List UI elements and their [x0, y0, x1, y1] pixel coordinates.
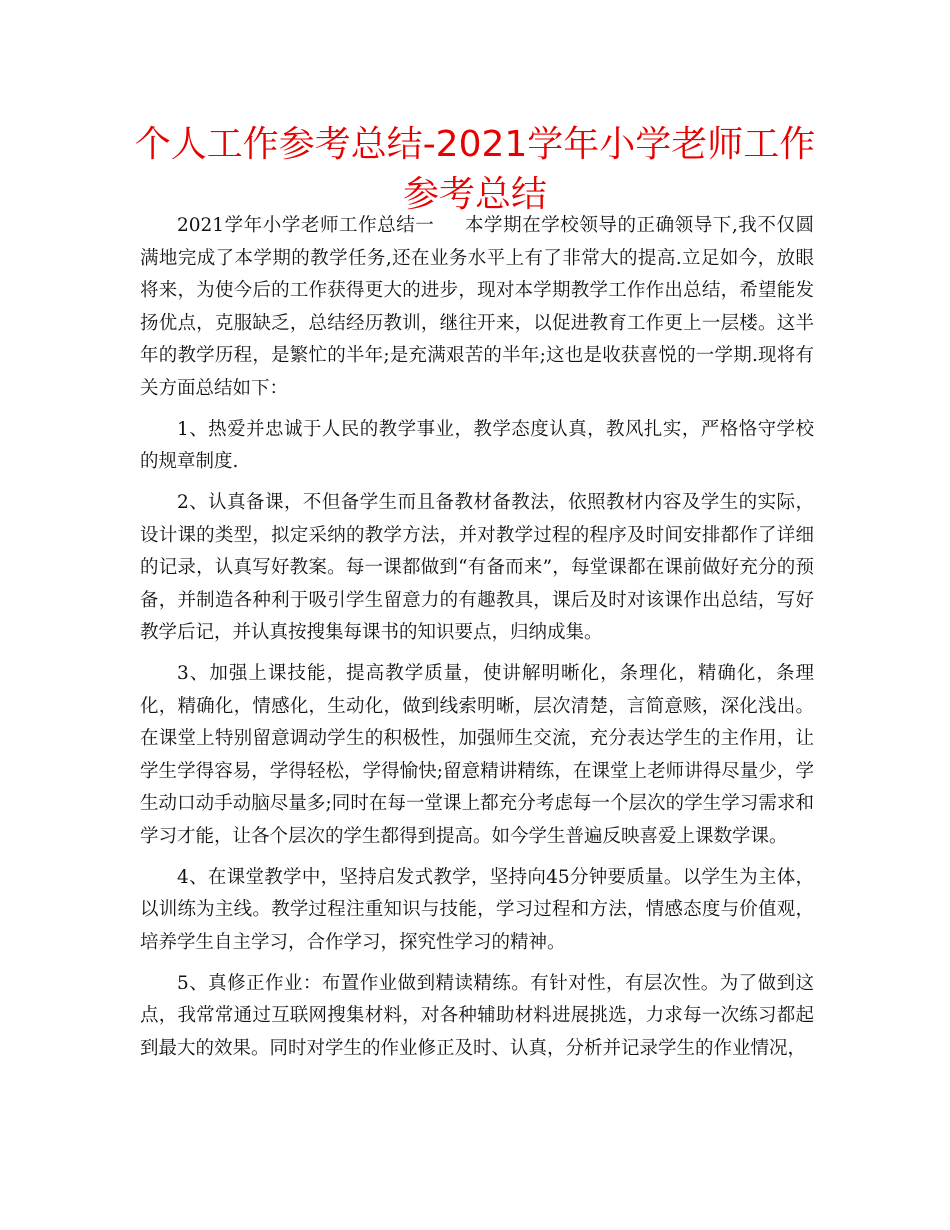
document-body	[140, 210, 814, 1074]
paragraph-5: 5、真修正作业：布置作业做到精读精练。有针对性，有层次性。为了做到这点，我常常通过互联网搜集材料，对各种辅助材料进展挑选，力求每一次练习都起到最大的效果。同时对学生的作业修正及时、认真，分析并记录学生的作业情况，	[140, 972, 814, 1059]
document-title: 个人工作参考总结-2021学年小学老师工作参考总结	[134, 124, 816, 215]
intro-heading: 2021学年小学老师工作总结一	[177, 215, 435, 236]
paragraph-1: 1、热爱并忠诚于人民的教学事业，教学态度认真，教风扎实，严格恪守学校的规章制度.	[140, 418, 814, 472]
paragraph-4: 4、在课堂教学中，坚持启发式教学，坚持向45分钟要质量。以学生为主体，以训练为主线。教学过程注重知识与技能，学习过程和方法，情感态度与价值观，培养学生自主学习，合作学习，探究性学习的精神。	[140, 866, 814, 953]
intro-paragraph	[140, 210, 814, 405]
paragraph-3: 3、加强上课技能，提高教学质量，使讲解明晰化，条理化，精确化，条理化，精确化，情感化，生动化，做到线索明晰，层次清楚，言简意赅，深化浅出。在课堂上特别留意调动学生的积极性，加强师生交流，充分表达学生的主作用，让学生学得容易，学得轻松，学得愉快;留意精讲精练，在课堂上老师讲得尽量少，学生动口动手动脑尽量多;同时在每一堂课上都充分考虑每一个层次的学生学习需求和学习才能，让各个层次的学生都得到提高。如今学生普遍反映喜爱上课数学课。	[140, 663, 814, 847]
intro-text: 本学期在学校领导的正确领导下,我不仅圆满地完成了本学期的教学任务,还在业务水平上有了非常大的提高.立足如今，放眼将来，为使今后的工作获得更大的进步，现对本学期教学工作作出总结，希望能发扬优点，克服缺乏，总结经历教训，继往开来，以促进教育工作更上一层楼。这半年的教学历程，是繁忙的半年;是充满艰苦的半年;这也是收获喜悦的一学期.现将有关方面总结如下：	[140, 215, 814, 399]
paragraph-2: 2、认真备课，不但备学生而且备教材备教法，依照教材内容及学生的实际，设计课的类型，拟定采纳的教学方法，并对教学过程的程序及时间安排都作了详细的记录，认真写好教案。每一课都做到“有备而来”，每堂课都在课前做好充分的预备，并制造各种利于吸引学生留意力的有趣教具，课后及时对该课作出总结，写好教学后记，并认真按搜集每课书的知识要点，归纳成集。	[140, 492, 814, 643]
